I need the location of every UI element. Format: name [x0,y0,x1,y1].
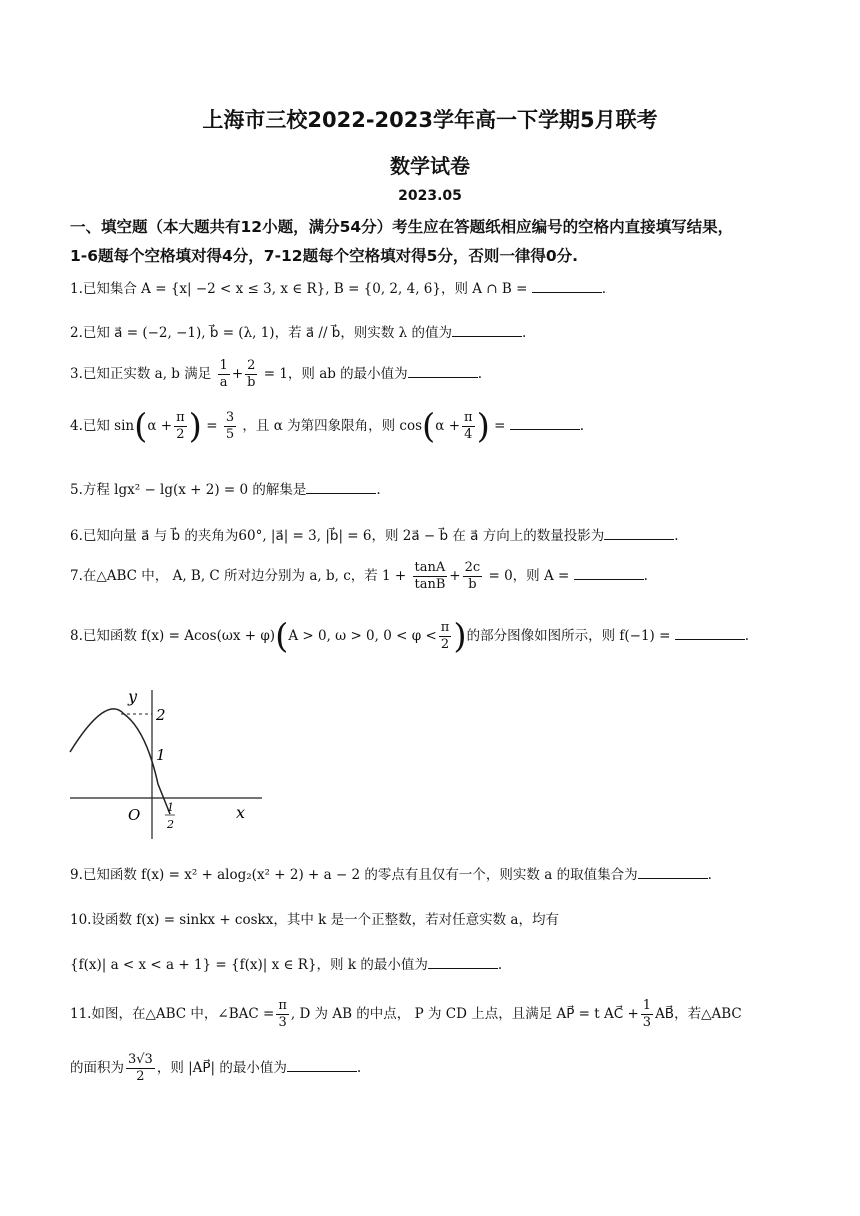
question-11-text-e: ，则 |AP⃗| 的最小值为 [156,1060,287,1076]
fraction-pi-over-3: $\frac{\pi}{3}$ [278,998,287,1030]
fraction-pi-over-4: $\frac{\pi}{4}$ [464,410,473,442]
question-8-text-a: 8.已知函数 f(x) = Acos(ωx + φ) [70,628,276,644]
function-graph [66,684,276,844]
question-4-text-a: 4.已知 sin [70,418,135,434]
answer-blank [604,525,674,540]
question-6-text: 6.已知向量 a⃗ 与 b⃗ 的夹角为60°, |a⃗| = 3, |b⃗| = 6，则 2a⃗ − b⃗ 在 a⃗ 方向上的数量投影为 [70,528,605,544]
question-7-text-a: 7.在△ABC 中， A, B, C 所对边分别为 a, b, c，若 1 + [70,568,407,584]
answer-blank [306,479,376,494]
origin-label: O [128,806,141,824]
answer-blank [452,322,522,337]
answer-blank [287,1057,357,1072]
fraction-2c-over-b: $\frac{2c}{b}$ [464,560,481,592]
question-2: 2.已知 a⃗ = (−2, −1), b⃗ = (λ, 1)，若 a⃗ // b⃗，则实数 λ 的值为 . [70,322,790,344]
question-7: 7.在△ABC 中， A, B, C 所对边分别为 a, b, c，若 1 + $\frac{\tan A}{\tan B}$ + $\frac{2c}{b}$ = 0，则 A = . [70,560,648,592]
tick-y-1: 1 [156,746,166,764]
fraction-pi-over-2: $\frac{\pi}{2}$ [440,620,450,652]
tick-x-half-num: 1 [167,801,174,814]
answer-blank [428,954,498,969]
question-7-text-b: = 0，则 A = [488,568,574,584]
fraction-2-over-b: $\frac{2}{b}$ [247,358,256,390]
fraction-3-over-5: $\frac{3}{5}$ [225,410,235,442]
exam-date: 2023.05 [398,188,462,204]
question-11-text-b: , D 为 AB 的中点， P 为 CD 上点，且满足 AP⃗ = t AC⃗ + [290,1006,639,1022]
answer-blank [532,278,602,293]
question-3-text-b: = 1，则 ab 的最小值为 [263,366,408,382]
fraction-1-over-3: $\frac{1}{3}$ [642,998,652,1030]
question-3-text-a: 3.已知正实数 a, b 满足 [70,366,212,382]
answer-blank [510,415,580,430]
question-9: 9.已知函数 f(x) = x² + alog₂(x² + 2) + a − 2 的零点有且仅有一个，则实数 a 的取值集合为 . [70,864,790,886]
answer-blank [638,864,708,879]
y-axis-label: y [128,687,138,706]
tick-y-2: 2 [156,706,166,724]
question-10-continued: {f(x)| a < x < a + 1} = {f(x)| x ∈ R}，则 k 的最小值为 . [70,954,790,976]
question-3: 3.已知正实数 a, b 满足 $\frac{1}{a}$ + $\frac{2}{b}$ = 1，则 ab 的最小值为 . [70,358,482,390]
fraction-pi-over-2: $\frac{\pi}{2}$ [176,410,185,442]
question-1: 1.已知集合 A = {x| −2 < x ≤ 3, x ∈ R}, B = {0, 2, 4, 6}，则 A ∩ B = . [70,278,790,300]
fraction-tanA-over-tanB: $\frac{\tan A}{\tan B}$ [414,560,446,592]
tick-x-half-den: 2 [167,818,174,831]
question-8-text-b: A > 0, ω > 0, 0 < φ < [288,628,437,644]
section-instructions-line2: 1-6题每个空格填对得4分，7-12题每个空格填对得5分，否则一律得0分. [70,247,579,265]
section-instructions-line1: 一、填空题（本大题共有12小题，满分54分）考生应在答题纸相应编号的空格内直接填写结果， [70,218,734,236]
answer-blank [408,363,478,378]
question-9-text: 9.已知函数 f(x) = x² + alog₂(x² + 2) + a − 2 的零点有且仅有一个，则实数 a 的取值集合为 [70,867,638,883]
x-axis-label: x [236,803,246,822]
answer-blank [675,625,745,640]
question-1-text: 1.已知集合 A = {x| −2 < x ≤ 3, x ∈ R}, B = {0, 2, 4, 6}，则 A ∩ B = [70,281,532,297]
question-8-text-c: 的部分图像如图所示，则 f(−1) = [466,628,675,644]
question-5: 5.方程 lgx² − lg(x + 2) = 0 的解集是 . [70,479,790,501]
question-4-text-b: ，且 α 为第四象限角，则 cos [242,418,423,434]
question-10-text-a: 10.设函数 f(x) = sinkx + coskx，其中 k 是一个正整数，若对任意实数 a，均有 [70,912,559,928]
fraction-1-over-a: $\frac{1}{a}$ [219,358,228,390]
page-title: 上海市三校2022-2023学年高一下学期5月联考 [202,108,658,132]
question-10 [70,909,790,931]
question-11-continued: 的面积为 $\frac{3√3}{2}$ ，则 |AP⃗| 的最小值为 . [70,1052,362,1084]
fraction-3sqrt3-over-2: $\frac{3√3}{2}$ [128,1052,153,1084]
page-subtitle: 数学试卷 [390,154,470,178]
answer-blank [574,565,644,580]
question-11-text-d: 的面积为 [70,1060,124,1076]
question-8: 8.已知函数 f(x) = Acos(ωx + φ)(A > 0, ω > 0, 0 < φ < $\frac{\pi}{2}$ )的部分图像如图所示，则 f(−1) = . [70,616,750,657]
question-6: 6.已知向量 a⃗ 与 b⃗ 的夹角为60°, |a⃗| = 3, |b⃗| = 6，则 2a⃗ − b⃗ 在 a⃗ 方向上的数量投影为 . [70,525,790,547]
question-2-text: 2.已知 a⃗ = (−2, −1), b⃗ = (λ, 1)，若 a⃗ // b⃗，则实数 λ 的值为 [70,325,453,341]
question-11 [70,998,790,1031]
question-11-text-c: AB⃗，若△ABC [655,1006,742,1022]
question-4: 4.已知 sin(α + $\frac{\pi}{2}$ ) = $\frac{3}{5}$ ，且 α 为第四象限角，则 cos(α + $\frac{\pi}{4}$ ) = . [70,406,585,447]
question-5-text: 5.方程 lgx² − lg(x + 2) = 0 的解集是 [70,482,307,498]
question-10-text-b: {f(x)| a < x < a + 1} = {f(x)| x ∈ R}，则 k 的最小值为 [70,957,428,973]
question-11-text-a: 11.如图，在△ABC 中，∠BAC = [70,1006,275,1022]
